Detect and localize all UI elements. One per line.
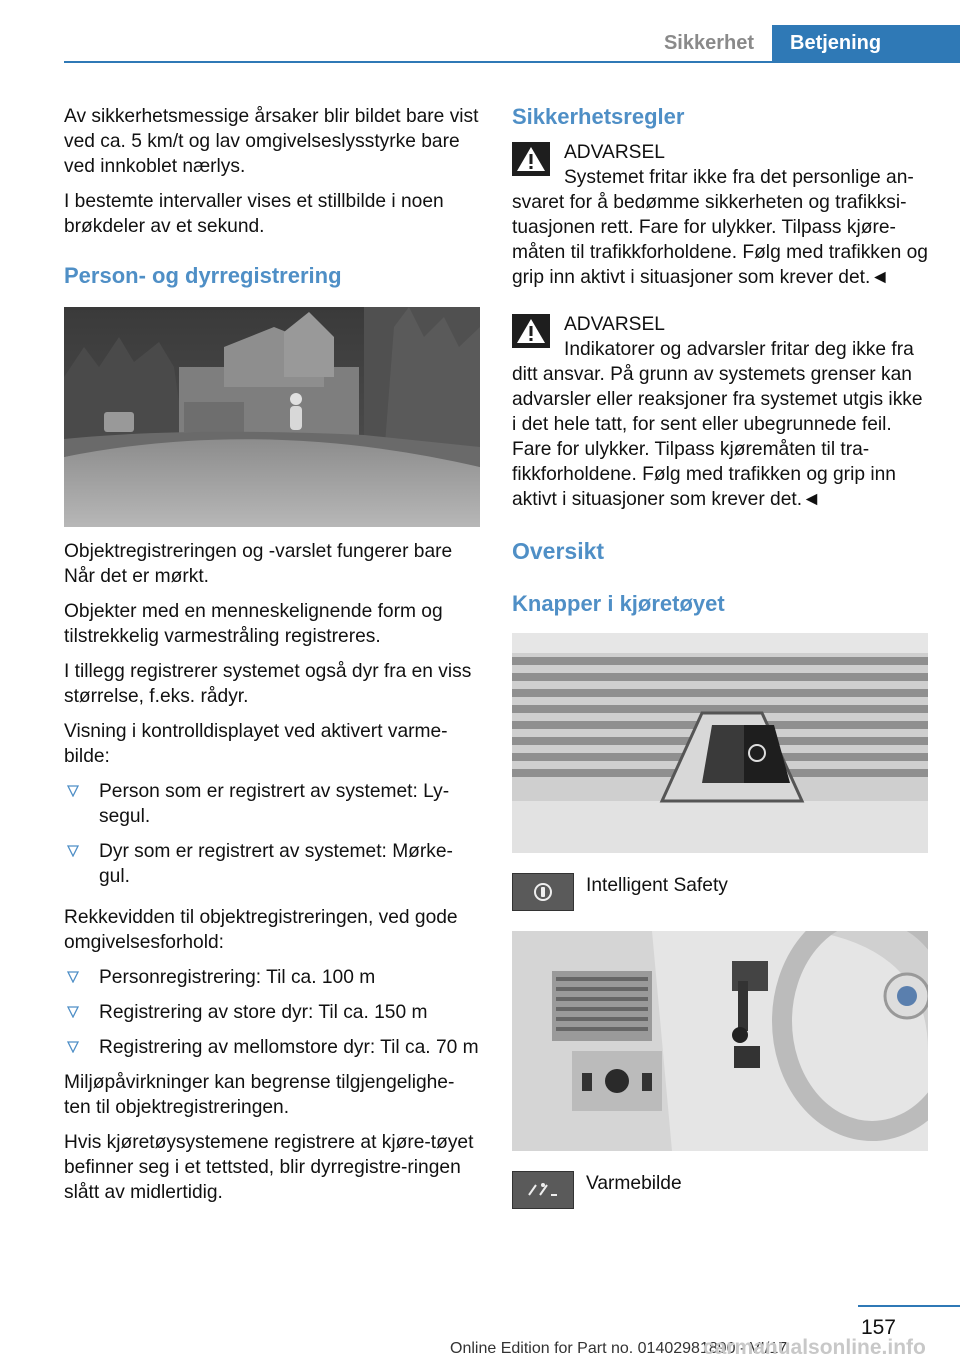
header-rule xyxy=(64,61,960,63)
triangle-bullet-icon xyxy=(67,1006,79,1018)
intelligent-safety-icon xyxy=(532,881,554,903)
list-item-text: Personregistrering: Til ca. 100 m xyxy=(99,967,376,988)
triangle-bullet-icon xyxy=(67,845,79,857)
button-location-image-2 xyxy=(512,931,928,1151)
button-row-intelligent-safety xyxy=(512,873,928,911)
range-list xyxy=(64,965,480,1060)
header-tab-betjening[interactable]: Betjening xyxy=(772,25,960,62)
warning-block-2 xyxy=(512,312,928,512)
paragraph-display: Visning i kontrolldisplayet ved aktivert varme-bilde: xyxy=(64,721,448,767)
list-item-text: Registrering av mellomstore dyr: Til ca. 70 m xyxy=(99,1037,479,1058)
paragraph-range: Rekkevidden til objektregistreringen, ved gode omgivelsesforhold: xyxy=(64,907,458,953)
paragraph-object-shape: Objekter med en menneskelignende form og tilstrekkelig varmestråling registreres. xyxy=(64,601,443,647)
intelligent-safety-label: Intelligent Safety xyxy=(586,875,728,896)
display-list xyxy=(64,779,480,889)
night-vision-button-icon xyxy=(512,1171,574,1209)
night-vision-label: Varmebilde xyxy=(586,1173,682,1194)
intro-paragraph-2: I bestemte intervaller vises et stillbilde i noen brøkdeler av et sekund. xyxy=(64,191,444,237)
intro-paragraph-1: Av sikkerhetsmessige årsaker blir bildet bare vist ved ca. 5 km/t og lav omgivelseslysstyrke bare ved innkoblet nærlys. xyxy=(64,106,479,177)
list-item xyxy=(64,839,480,889)
watermark: carmanualsonline.info xyxy=(703,1336,926,1359)
footer-edition: Online Edition for Part no. 01402981890 - VI/17 xyxy=(450,1340,788,1357)
button-row-varmebilde xyxy=(512,1171,928,1209)
night-vision-image xyxy=(64,307,480,527)
warning-triangle-icon xyxy=(512,314,550,348)
list-item xyxy=(64,1035,480,1060)
triangle-bullet-icon xyxy=(67,971,79,983)
triangle-bullet-icon xyxy=(67,785,79,797)
triangle-bullet-icon xyxy=(67,1041,79,1053)
header-tabs xyxy=(646,25,960,62)
night-vision-icon xyxy=(526,1179,560,1201)
list-item-text: Person som er registrert av systemet: Ly-segul. xyxy=(99,781,450,827)
warning-block-1 xyxy=(512,140,928,290)
header-tab-sikkerhet[interactable]: Sikkerhet xyxy=(646,25,772,62)
section-heading-buttons: Knapper i kjøretøyet xyxy=(512,591,725,616)
paragraph-environment: Miljøpåvirkninger kan begrense tilgjengelighe-ten til objektregistreringen. xyxy=(64,1072,455,1118)
right-column xyxy=(512,104,928,1209)
paragraph-object-registration: Objektregistreringen og -varslet fungerer bare Når det er mørkt. xyxy=(64,541,453,587)
footer-rule xyxy=(858,1305,960,1307)
list-item xyxy=(64,1000,480,1025)
left-column xyxy=(64,104,480,1215)
paragraph-animals: I tillegg registrerer systemet også dyr fra en viss størrelse, f.eks. rådyr. xyxy=(64,661,472,707)
warning-label: ADVARSEL xyxy=(564,142,665,163)
section-heading-overview: Oversikt xyxy=(512,538,605,564)
list-item xyxy=(64,779,480,829)
page-number: 157 xyxy=(860,1316,896,1339)
intelligent-safety-button-icon xyxy=(512,873,574,911)
paragraph-built-up-area: Hvis kjøretøysystemene registrere at kjøre-tøyet befinner seg i et tettsted, blir dyrregistre-ringen slått av midlertidig. xyxy=(64,1132,474,1203)
warning-text: Indikatorer og advarsler fritar deg ikke fra ditt ansvar. På grunn av systemets grenser kan advarsler eller reaksjoner fra systemet utgis ikke i det hele tatt, for sent eller ubegrunnede feil. Fare for ulykker. Tilpass kjøremåten til tra-fikkforholdene. Følg med trafikken og grip inn aktivt i situasjoner som krever det.◄ xyxy=(512,339,923,510)
warning-triangle-icon xyxy=(512,142,550,176)
list-item xyxy=(64,965,480,990)
section-heading-person-registration: Person- og dyrregistrering xyxy=(64,263,342,288)
warning-label: ADVARSEL xyxy=(564,314,665,335)
warning-text: Systemet fritar ikke fra det personlige an-svaret for å bedømme sikkerheten og trafikksi-tuasjonen rett. Fare for ulykker. Tilpass kjøre-måten til trafikkforholdene. Følg med trafikken og grip inn aktivt i situasjoner som krever det.◄ xyxy=(512,167,928,288)
list-item-text: Registrering av store dyr: Til ca. 150 m xyxy=(99,1002,428,1023)
section-heading-safety-rules: Sikkerhetsregler xyxy=(512,104,685,129)
button-location-image-1 xyxy=(512,633,928,853)
list-item-text: Dyr som er registrert av systemet: Mørke-gul. xyxy=(99,841,453,887)
